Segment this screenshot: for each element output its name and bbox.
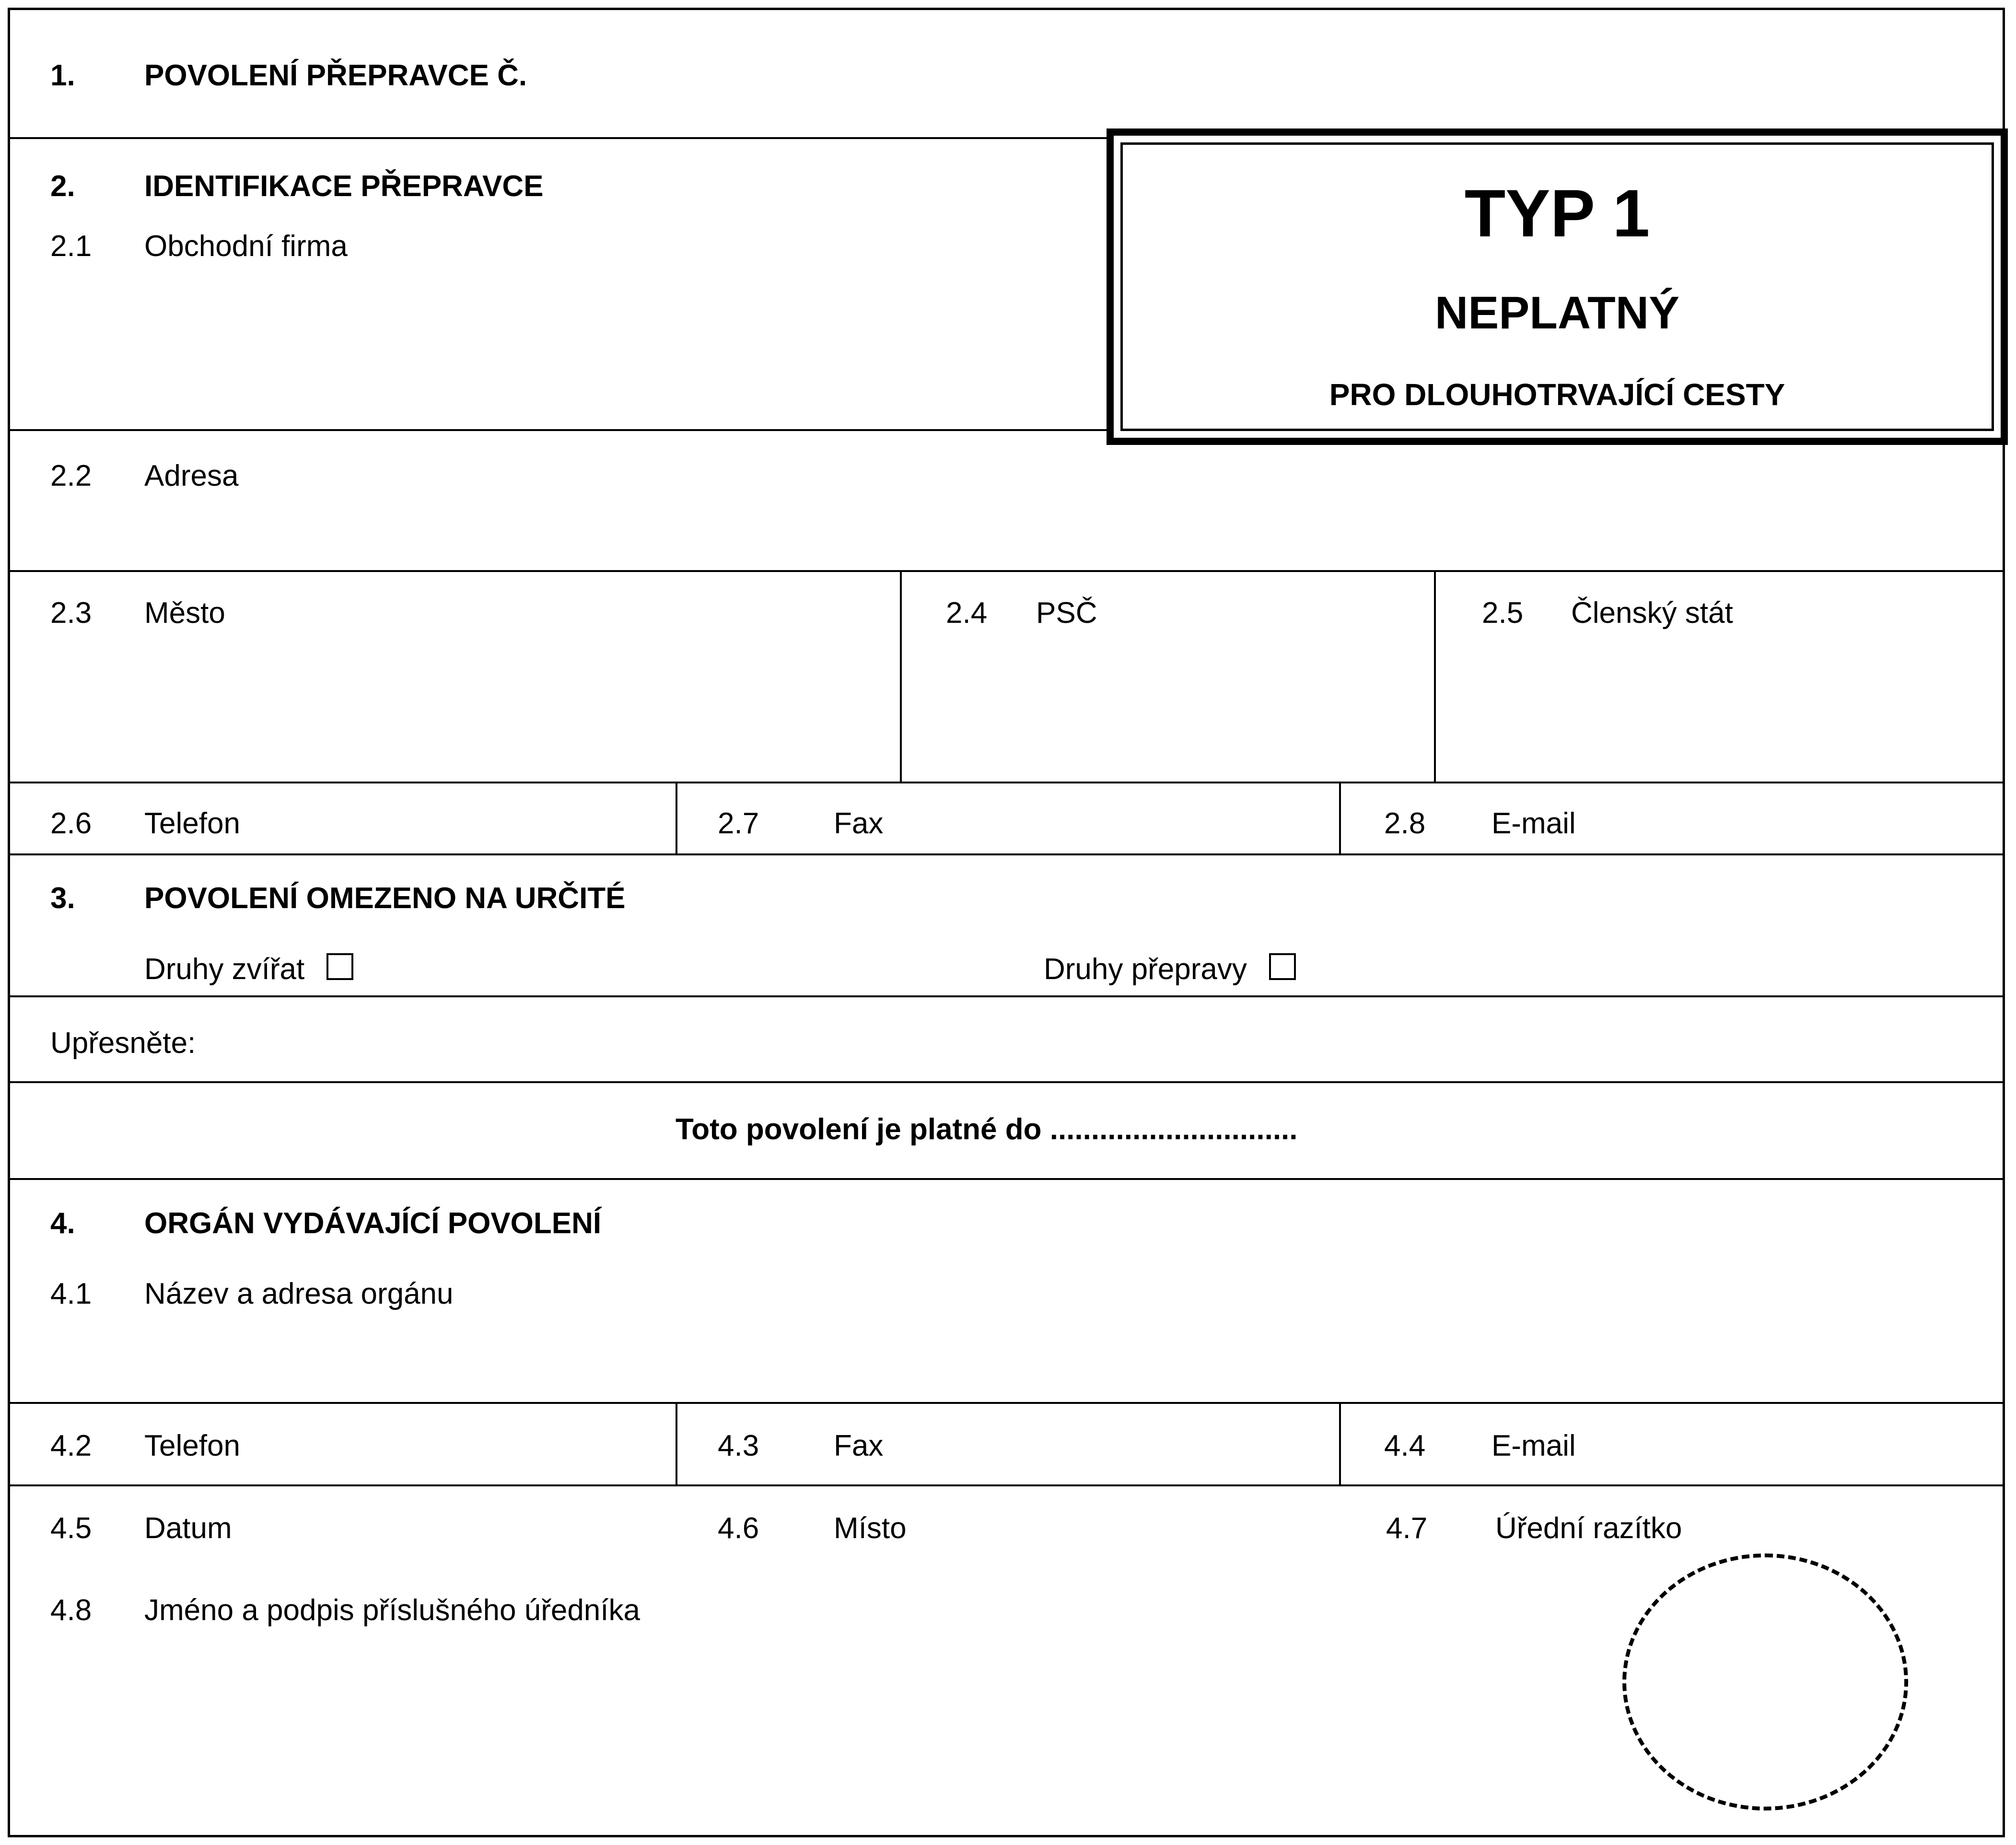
field-4-4-label: E-mail	[1492, 1429, 1576, 1462]
section-4-title: ORGÁN VYDÁVAJÍCÍ POVOLENÍ	[144, 1207, 602, 1240]
divider	[1339, 782, 1341, 853]
field-2-4-number: 2.4	[946, 596, 988, 630]
field-4-3-label: Fax	[834, 1429, 884, 1462]
field-2-8-label: E-mail	[1492, 807, 1576, 840]
divider	[10, 782, 2003, 783]
divider	[10, 570, 2003, 572]
divider	[10, 1178, 2003, 1180]
field-4-6-number: 4.6	[718, 1512, 759, 1545]
field-4-6-label: Místo	[834, 1512, 907, 1545]
field-4-1-label: Název a adresa orgánu	[144, 1277, 454, 1310]
divider	[676, 782, 677, 853]
field-2-4-label: PSČ	[1036, 596, 1097, 630]
field-4-5-label: Datum	[144, 1512, 232, 1545]
section-3-title: POVOLENÍ OMEZENO NA URČITÉ	[144, 882, 626, 915]
field-2-2-number: 2.2	[50, 459, 92, 492]
field-2-1-label: Obchodní firma	[144, 230, 348, 263]
divider	[676, 1402, 677, 1484]
field-4-1-number: 4.1	[50, 1277, 92, 1310]
field-4-2-number: 4.2	[50, 1429, 92, 1462]
divider	[1434, 570, 1436, 782]
field-4-2-label: Telefon	[144, 1429, 240, 1462]
divider	[1339, 1402, 1341, 1484]
section-3-number: 3.	[50, 882, 75, 915]
option-animal-species-label: Druhy zvířat	[144, 953, 305, 986]
divider	[10, 1402, 2003, 1404]
field-2-1-number: 2.1	[50, 230, 92, 263]
field-2-3-number: 2.3	[50, 596, 92, 630]
validity-statement: Toto povolení je platné do ..............................	[676, 1113, 1298, 1146]
specify-label: Upřesněte:	[50, 1027, 196, 1060]
type-box-title: TYP 1	[1464, 175, 1650, 251]
section-2-number: 2.	[50, 170, 75, 203]
divider	[10, 1081, 2003, 1083]
field-2-7-label: Fax	[834, 807, 884, 840]
official-stamp-area	[1622, 1553, 1908, 1810]
field-2-8-number: 2.8	[1384, 807, 1426, 840]
transport-types-checkbox[interactable]	[1269, 953, 1296, 980]
section-1-title: POVOLENÍ PŘEPRAVCE Č.	[144, 59, 527, 92]
section-1-number: 1.	[50, 59, 75, 92]
divider	[900, 570, 902, 782]
field-2-5-label: Členský stát	[1571, 596, 1733, 630]
animal-species-checkbox[interactable]	[326, 953, 353, 980]
divider	[10, 995, 2003, 997]
section-4-number: 4.	[50, 1207, 75, 1240]
type-box-subtitle: PRO DLOUHOTRVAJÍCÍ CESTY	[1329, 377, 1785, 412]
field-2-6-label: Telefon	[144, 807, 240, 840]
field-2-5-number: 2.5	[1482, 596, 1524, 630]
field-2-6-number: 2.6	[50, 807, 92, 840]
option-transport-types-label: Druhy přepravy	[1044, 953, 1247, 986]
section-2-title: IDENTIFIKACE PŘEPRAVCE	[144, 170, 544, 203]
field-4-8-label: Jméno a podpis příslušného úředníka	[144, 1594, 640, 1627]
field-4-4-number: 4.4	[1384, 1429, 1426, 1462]
type-box-status: NEPLATNÝ	[1434, 287, 1680, 339]
field-4-8-number: 4.8	[50, 1594, 92, 1627]
field-4-7-label: Úřední razítko	[1495, 1512, 1682, 1545]
field-4-7-number: 4.7	[1386, 1512, 1428, 1545]
divider	[10, 1484, 2003, 1486]
field-2-3-label: Město	[144, 596, 225, 630]
field-2-7-number: 2.7	[718, 807, 759, 840]
field-4-5-number: 4.5	[50, 1512, 92, 1545]
divider	[10, 853, 2003, 855]
field-4-3-number: 4.3	[718, 1429, 759, 1462]
type-box	[1107, 128, 2008, 445]
field-2-2-label: Adresa	[144, 459, 239, 492]
